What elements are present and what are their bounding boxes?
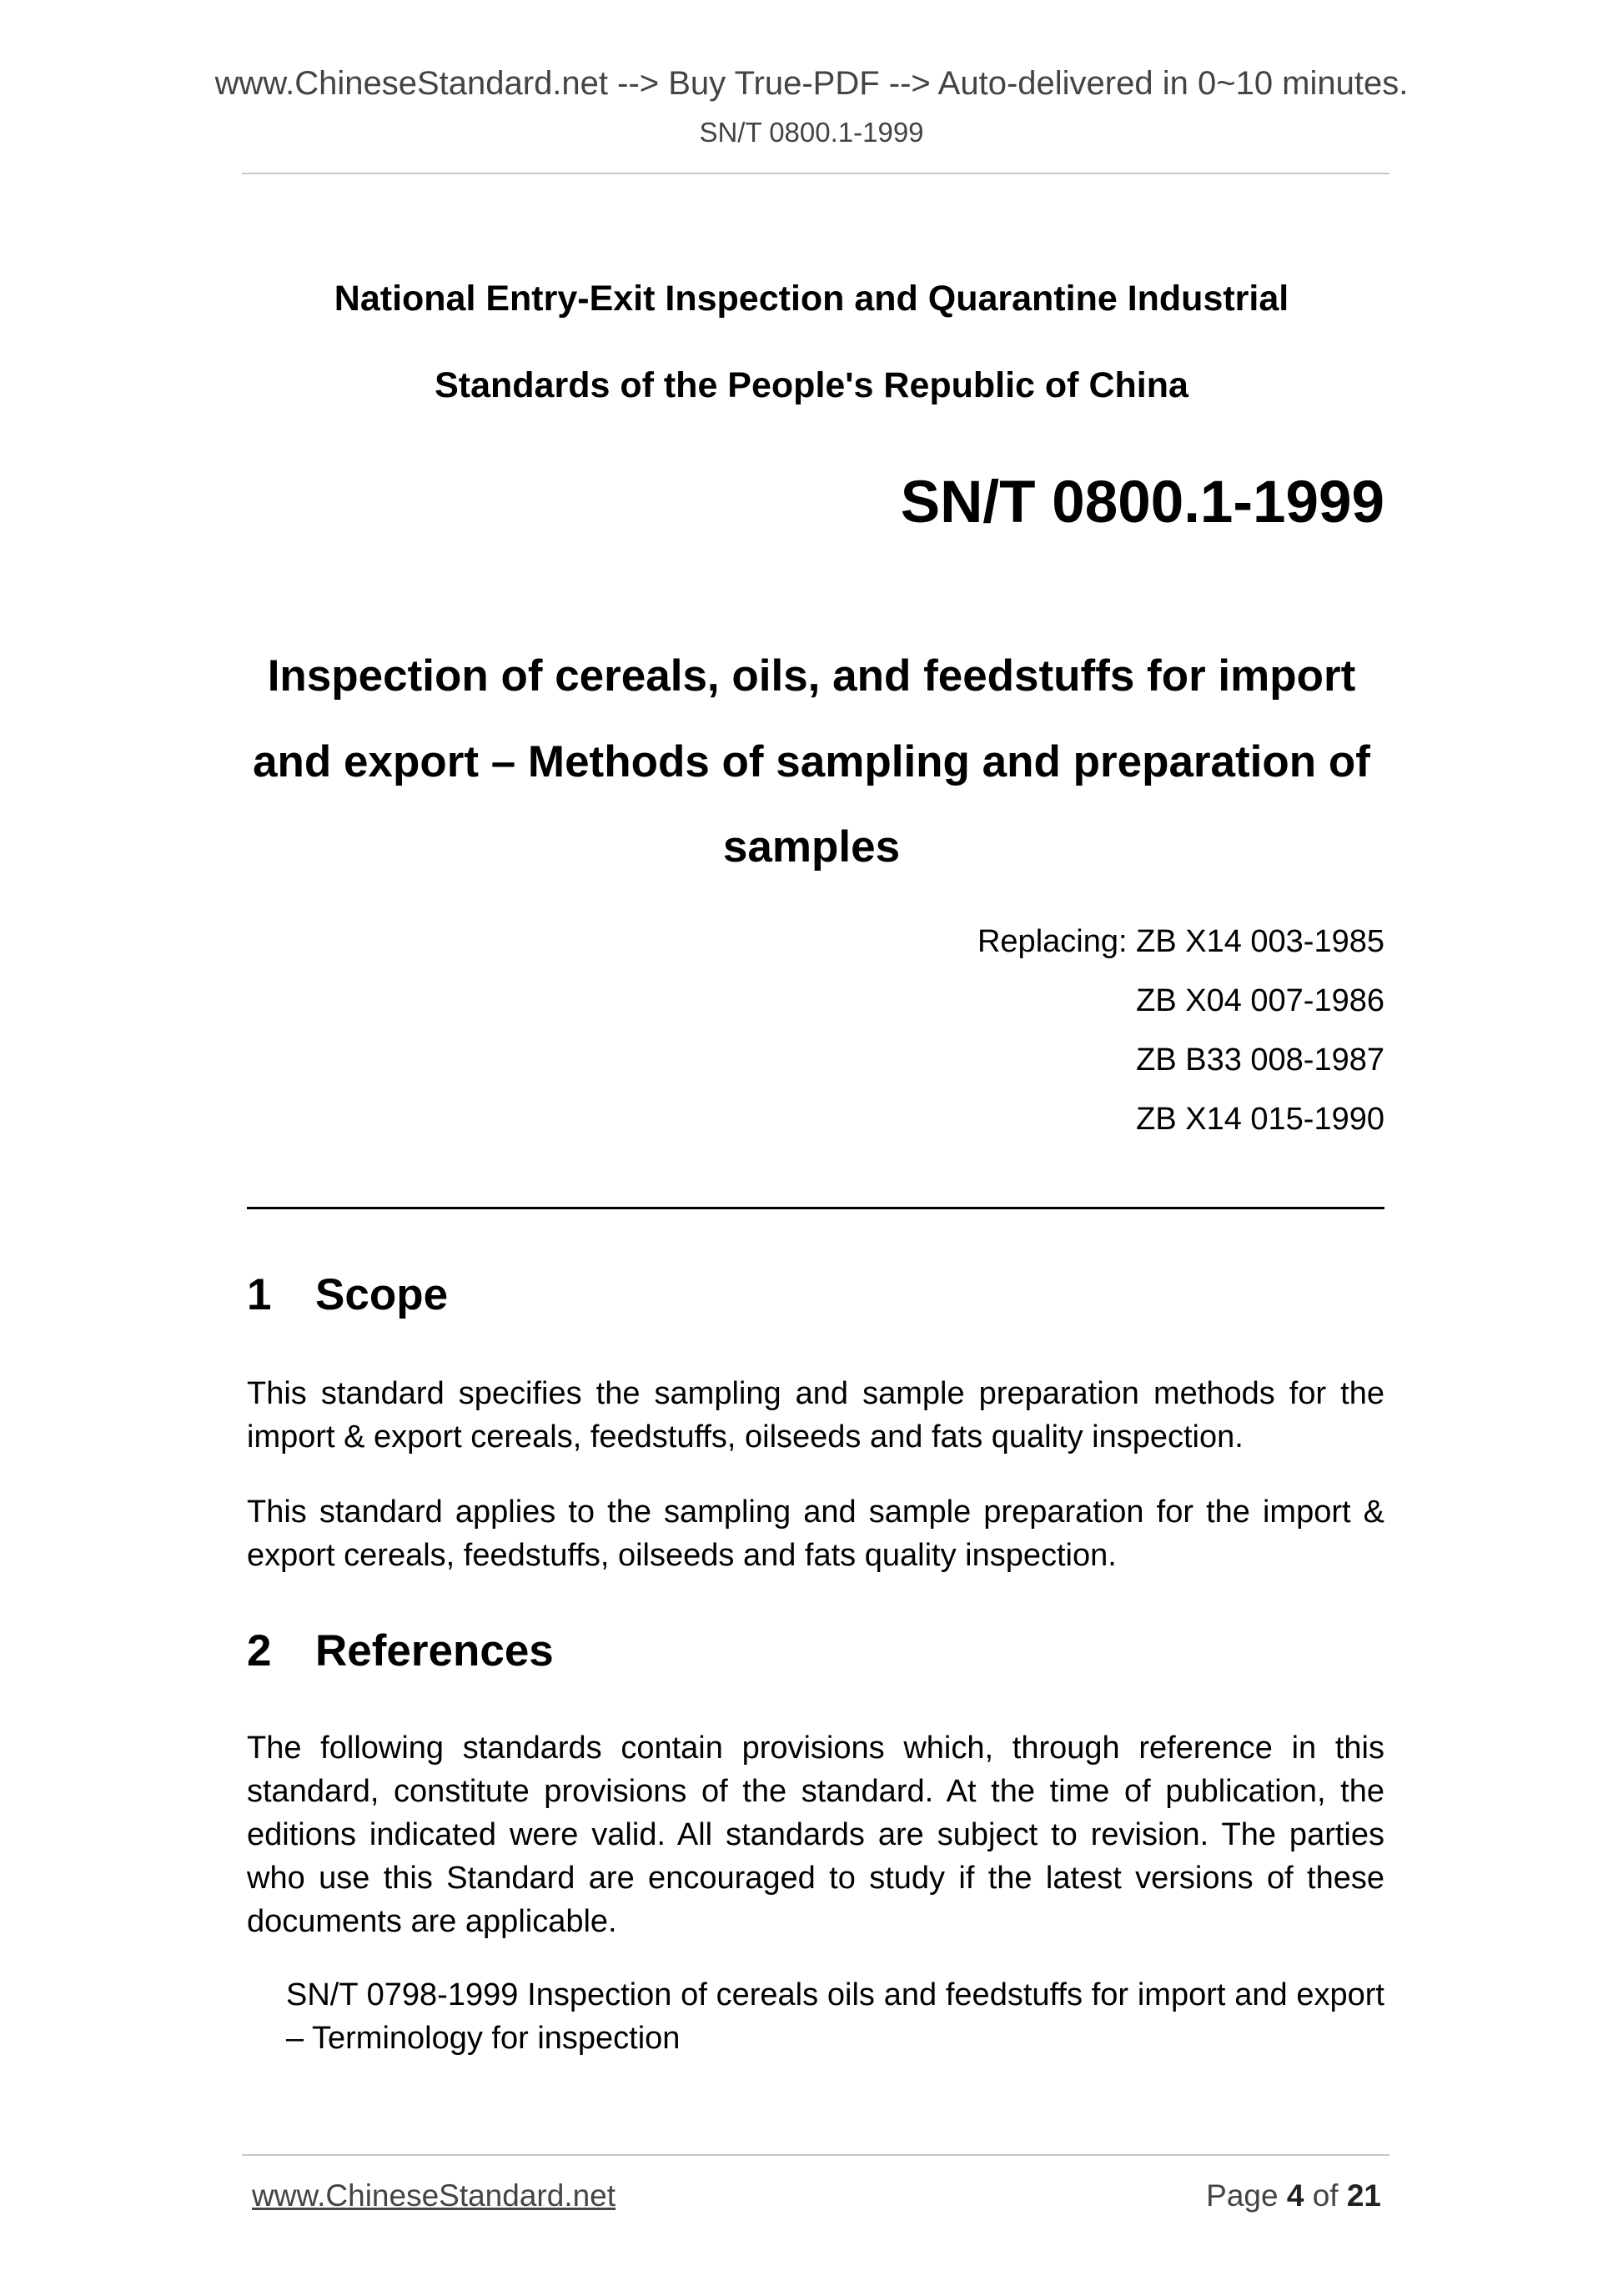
section-heading-references [247,1625,554,1676]
section-title: Scope [315,1270,449,1319]
replacing-item: ZB B33 008-1987 [1136,1042,1384,1078]
section-number: 2 [247,1626,272,1676]
section-title: References [315,1626,554,1676]
document-title-line-2: and export – Methods of sampling and preparation of [253,737,1370,786]
document-title-line-1: Inspection of cereals, oils, and feedstuffs for import [267,651,1356,701]
document-title-line-3: samples [722,822,901,872]
page-number [1206,2178,1381,2213]
replacing-label: Replacing: [977,924,1137,959]
section-number: 1 [247,1270,272,1319]
footer-website-link[interactable]: www.ChineseStandard.net [252,2178,616,2213]
references-paragraph: The following standards contain provisions which, through reference in this standard, constitute provisions of the standard. At the time of publication, the editions indicated were valid. All standards are subject to revision. The parties who use this Standard are encouraged to study if the latest versions of these documents are applicable. [247,1731,1384,1939]
footer-divider [242,2154,1389,2156]
scope-paragraph: This standard specifies the sampling and sample preparation methods for the import & export cereals, feedstuffs, oilseeds and fats quality inspection. [247,1376,1384,1454]
page-label: Page [1206,2178,1287,2213]
replacing-item: ZB X14 003-1985 [1136,924,1384,959]
replacing-item: ZB X14 015-1990 [1136,1102,1384,1137]
replacing-item: ZB X04 007-1986 [1136,983,1384,1018]
scope-paragraph: This standard applies to the sampling and sample preparation for the import & export cereals, feedstuffs, oilseeds and fats quality inspection. [247,1495,1384,1573]
header-standard-code: SN/T 0800.1-1999 [699,117,924,148]
header-promo: www.ChineseStandard.net --> Buy True-PDF --> Auto-delivered in 0~10 minutes. [214,65,1409,102]
replacing-line-1 [977,924,1384,960]
page-of: of [1304,2178,1347,2213]
section-heading-scope [247,1269,448,1320]
page-total: 21 [1346,2178,1381,2213]
issuer-line-2: Standards of the People's Republic of China [435,365,1188,405]
title-divider [247,1207,1384,1209]
page-current: 4 [1286,2178,1304,2213]
header-divider [242,173,1389,174]
issuer-line-1: National Entry-Exit Inspection and Quarantine Industrial [334,279,1289,319]
standard-code: SN/T 0800.1-1999 [900,470,1384,535]
reference-item: SN/T 0798-1999 Inspection of cereals oils and feedstuffs for import and export – Terminology for inspection [286,1977,1384,2056]
